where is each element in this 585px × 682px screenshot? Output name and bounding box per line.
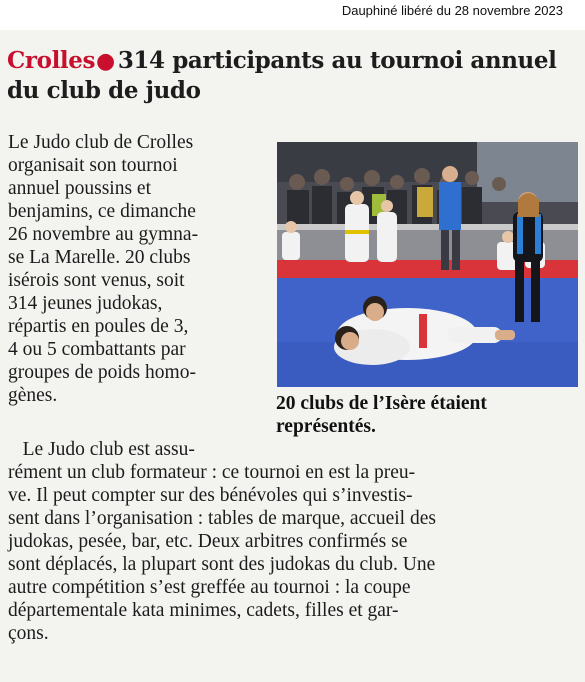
text-line: autre compétition s’est greffée au tournoi : la coupe <box>8 577 411 598</box>
text-line: Le Judo club de Crolles <box>8 132 194 153</box>
text-line: groupes de poids homo- <box>8 362 196 383</box>
paragraph-2 <box>8 438 580 645</box>
text-line: répartis en poules de 3, <box>8 316 189 337</box>
text-line: Le Judo club est assu- <box>8 439 195 460</box>
text-line: 26 novembre au gymna- <box>8 224 199 245</box>
headline-title-line1: 314 participants au tournoi annuel <box>117 47 557 74</box>
text-line: départementale kata minimes, cadets, filles et gar- <box>8 600 399 621</box>
caption-line: 20 clubs de l’Isère étaient <box>276 393 487 414</box>
text-line: benjamins, ce dimanche <box>8 201 196 222</box>
text-line: isérois sont venus, soit <box>8 270 185 291</box>
caption-line: représentés. <box>276 416 376 437</box>
text-line: se La Marelle. 20 clubs <box>8 247 191 268</box>
text-line: organisait son tournoi <box>8 155 178 176</box>
text-line: annuel poussins et <box>8 178 151 199</box>
text-line: 314 jeunes judokas, <box>8 293 163 314</box>
bullet-icon: ● <box>96 48 115 74</box>
text-line: ve. Il peut compter sur des bénévoles qui s’investis- <box>8 485 413 506</box>
text-line: rément un club formateur : ce tournoi en est la preu- <box>8 462 416 483</box>
article <box>0 30 585 682</box>
text-line: sent dans l’organisation : tables de marque, accueil des <box>8 508 436 529</box>
source-line: Dauphiné libéré du 28 novembre 2023 <box>341 3 563 18</box>
headline-title-line2: du club de judo <box>7 77 201 104</box>
headline-kicker: Crolles <box>7 47 96 74</box>
judo-photo <box>277 142 578 387</box>
headline <box>7 46 579 106</box>
text-line: gènes. <box>8 385 58 406</box>
text-line: sont déplacés, la plupart sont des judokas du club. Une <box>8 554 436 575</box>
text-line: çons. <box>8 623 49 644</box>
text-line: judokas, pesée, bar, etc. Deux arbitres confirmés se <box>8 531 408 552</box>
photo-caption <box>276 392 576 438</box>
paragraph-1 <box>8 131 270 407</box>
text-line: 4 ou 5 combattants par <box>8 339 186 360</box>
